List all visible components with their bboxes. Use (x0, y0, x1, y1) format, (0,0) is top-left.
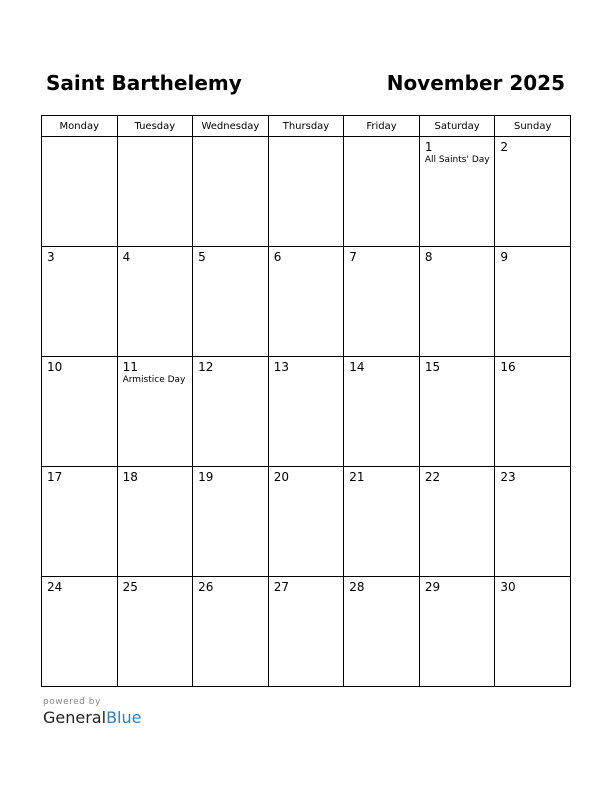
day-cell (344, 357, 420, 467)
day-cell (193, 247, 269, 357)
day-number: 2 (500, 140, 509, 154)
day-cell (193, 467, 269, 577)
day-number: 27 (273, 580, 289, 594)
day-cell (344, 247, 420, 357)
day-number: 16 (500, 360, 516, 374)
holiday-label (495, 594, 570, 595)
day-number: 9 (500, 250, 509, 264)
holiday-label (118, 594, 193, 595)
day-cell (42, 357, 118, 467)
day-cell (117, 137, 193, 247)
holiday-label (344, 374, 419, 375)
day-cell (344, 137, 420, 247)
calendar-grid (41, 115, 571, 687)
day-number: 28 (349, 580, 365, 594)
day-cell (419, 247, 495, 357)
holiday-label (42, 264, 117, 265)
holiday-label (495, 374, 570, 375)
week-row (42, 247, 571, 357)
holiday-label (42, 484, 117, 485)
day-cell (419, 577, 495, 687)
day-number: 13 (273, 360, 289, 374)
day-cell (117, 577, 193, 687)
holiday-label (269, 374, 344, 375)
holiday-label (420, 374, 495, 375)
holiday-label (344, 140, 419, 141)
day-number: 5 (198, 250, 206, 264)
day-cell (193, 357, 269, 467)
month-year-title: November 2025 (386, 71, 565, 95)
region-title: Saint Barthelemy (46, 71, 242, 95)
generalblue-logo[interactable] (43, 708, 141, 728)
day-cell (268, 577, 344, 687)
week-row (42, 467, 571, 577)
day-cell (42, 137, 118, 247)
weekday-header-row (42, 116, 571, 137)
holiday-label (193, 264, 268, 265)
day-cell (42, 467, 118, 577)
day-cell (193, 137, 269, 247)
week-row (42, 577, 571, 687)
day-cell (268, 137, 344, 247)
weekday-sunday: Sunday (495, 116, 571, 137)
holiday-label (420, 594, 495, 595)
day-number: 26 (198, 580, 214, 594)
day-number: 7 (349, 250, 357, 264)
day-number: 4 (122, 250, 131, 264)
holiday-label (420, 484, 495, 485)
weekday-friday: Friday (344, 116, 420, 137)
holiday-label (193, 484, 268, 485)
week-row (42, 137, 571, 247)
day-number: 15 (424, 360, 441, 374)
holiday-label (269, 484, 344, 485)
day-number: 10 (47, 360, 63, 374)
holiday-label: Armistice Day (122, 375, 186, 385)
weekday-saturday: Saturday (419, 116, 495, 137)
brand-blue-text: Blue (106, 708, 142, 727)
day-cell (419, 137, 495, 247)
day-cell (495, 357, 571, 467)
day-cell (268, 357, 344, 467)
day-number: 20 (273, 470, 289, 484)
day-number: 8 (424, 250, 433, 264)
day-number: 11 (122, 360, 138, 374)
week-row (42, 357, 571, 467)
day-number: 30 (500, 580, 516, 594)
day-number: 24 (47, 580, 63, 594)
holiday-label (269, 140, 344, 141)
holiday-label (420, 264, 495, 265)
day-number: 12 (198, 360, 214, 374)
holiday-label (42, 594, 117, 595)
holiday-label (344, 484, 419, 485)
holiday-label (344, 264, 419, 265)
day-number: 19 (198, 470, 214, 484)
holiday-label (118, 484, 193, 485)
weekday-tuesday: Tuesday (117, 116, 193, 137)
holiday-label (42, 140, 117, 141)
holiday-label (193, 140, 268, 141)
holiday-label (495, 154, 570, 155)
day-number: 22 (424, 470, 441, 484)
weekday-monday: Monday (42, 116, 118, 137)
day-number: 6 (273, 250, 282, 264)
day-cell (495, 577, 571, 687)
holiday-label (269, 594, 344, 595)
day-cell (344, 577, 420, 687)
day-number: 14 (349, 360, 365, 374)
day-number: 3 (47, 250, 55, 264)
day-number: 1 (424, 140, 433, 154)
day-cell (268, 467, 344, 577)
day-number: 23 (500, 470, 516, 484)
day-cell (344, 467, 420, 577)
holiday-label (42, 374, 117, 375)
day-number: 25 (122, 580, 138, 594)
day-cell (117, 247, 193, 357)
day-cell (193, 577, 269, 687)
brand-general-text: General (43, 708, 107, 727)
powered-by-text: powered by (43, 697, 101, 707)
holiday-label (193, 374, 268, 375)
holiday-label: All Saints' Day (424, 155, 490, 165)
day-number: 17 (47, 470, 63, 484)
holiday-label (118, 264, 193, 265)
day-cell (495, 247, 571, 357)
day-cell (117, 467, 193, 577)
holiday-label (193, 594, 268, 595)
day-cell (42, 247, 118, 357)
brand-footer (43, 697, 141, 728)
day-cell (419, 467, 495, 577)
weekday-thursday: Thursday (268, 116, 344, 137)
day-cell (419, 357, 495, 467)
day-number: 21 (349, 470, 365, 484)
holiday-label (269, 264, 344, 265)
day-cell (495, 137, 571, 247)
day-cell (117, 357, 193, 467)
holiday-label (344, 594, 419, 595)
day-number: 18 (122, 470, 138, 484)
holiday-label (495, 484, 570, 485)
day-cell (268, 247, 344, 357)
day-number: 29 (424, 580, 441, 594)
holiday-label (118, 140, 193, 141)
holiday-label (495, 264, 570, 265)
weekday-wednesday: Wednesday (193, 116, 269, 137)
day-cell (42, 577, 118, 687)
day-cell (495, 467, 571, 577)
